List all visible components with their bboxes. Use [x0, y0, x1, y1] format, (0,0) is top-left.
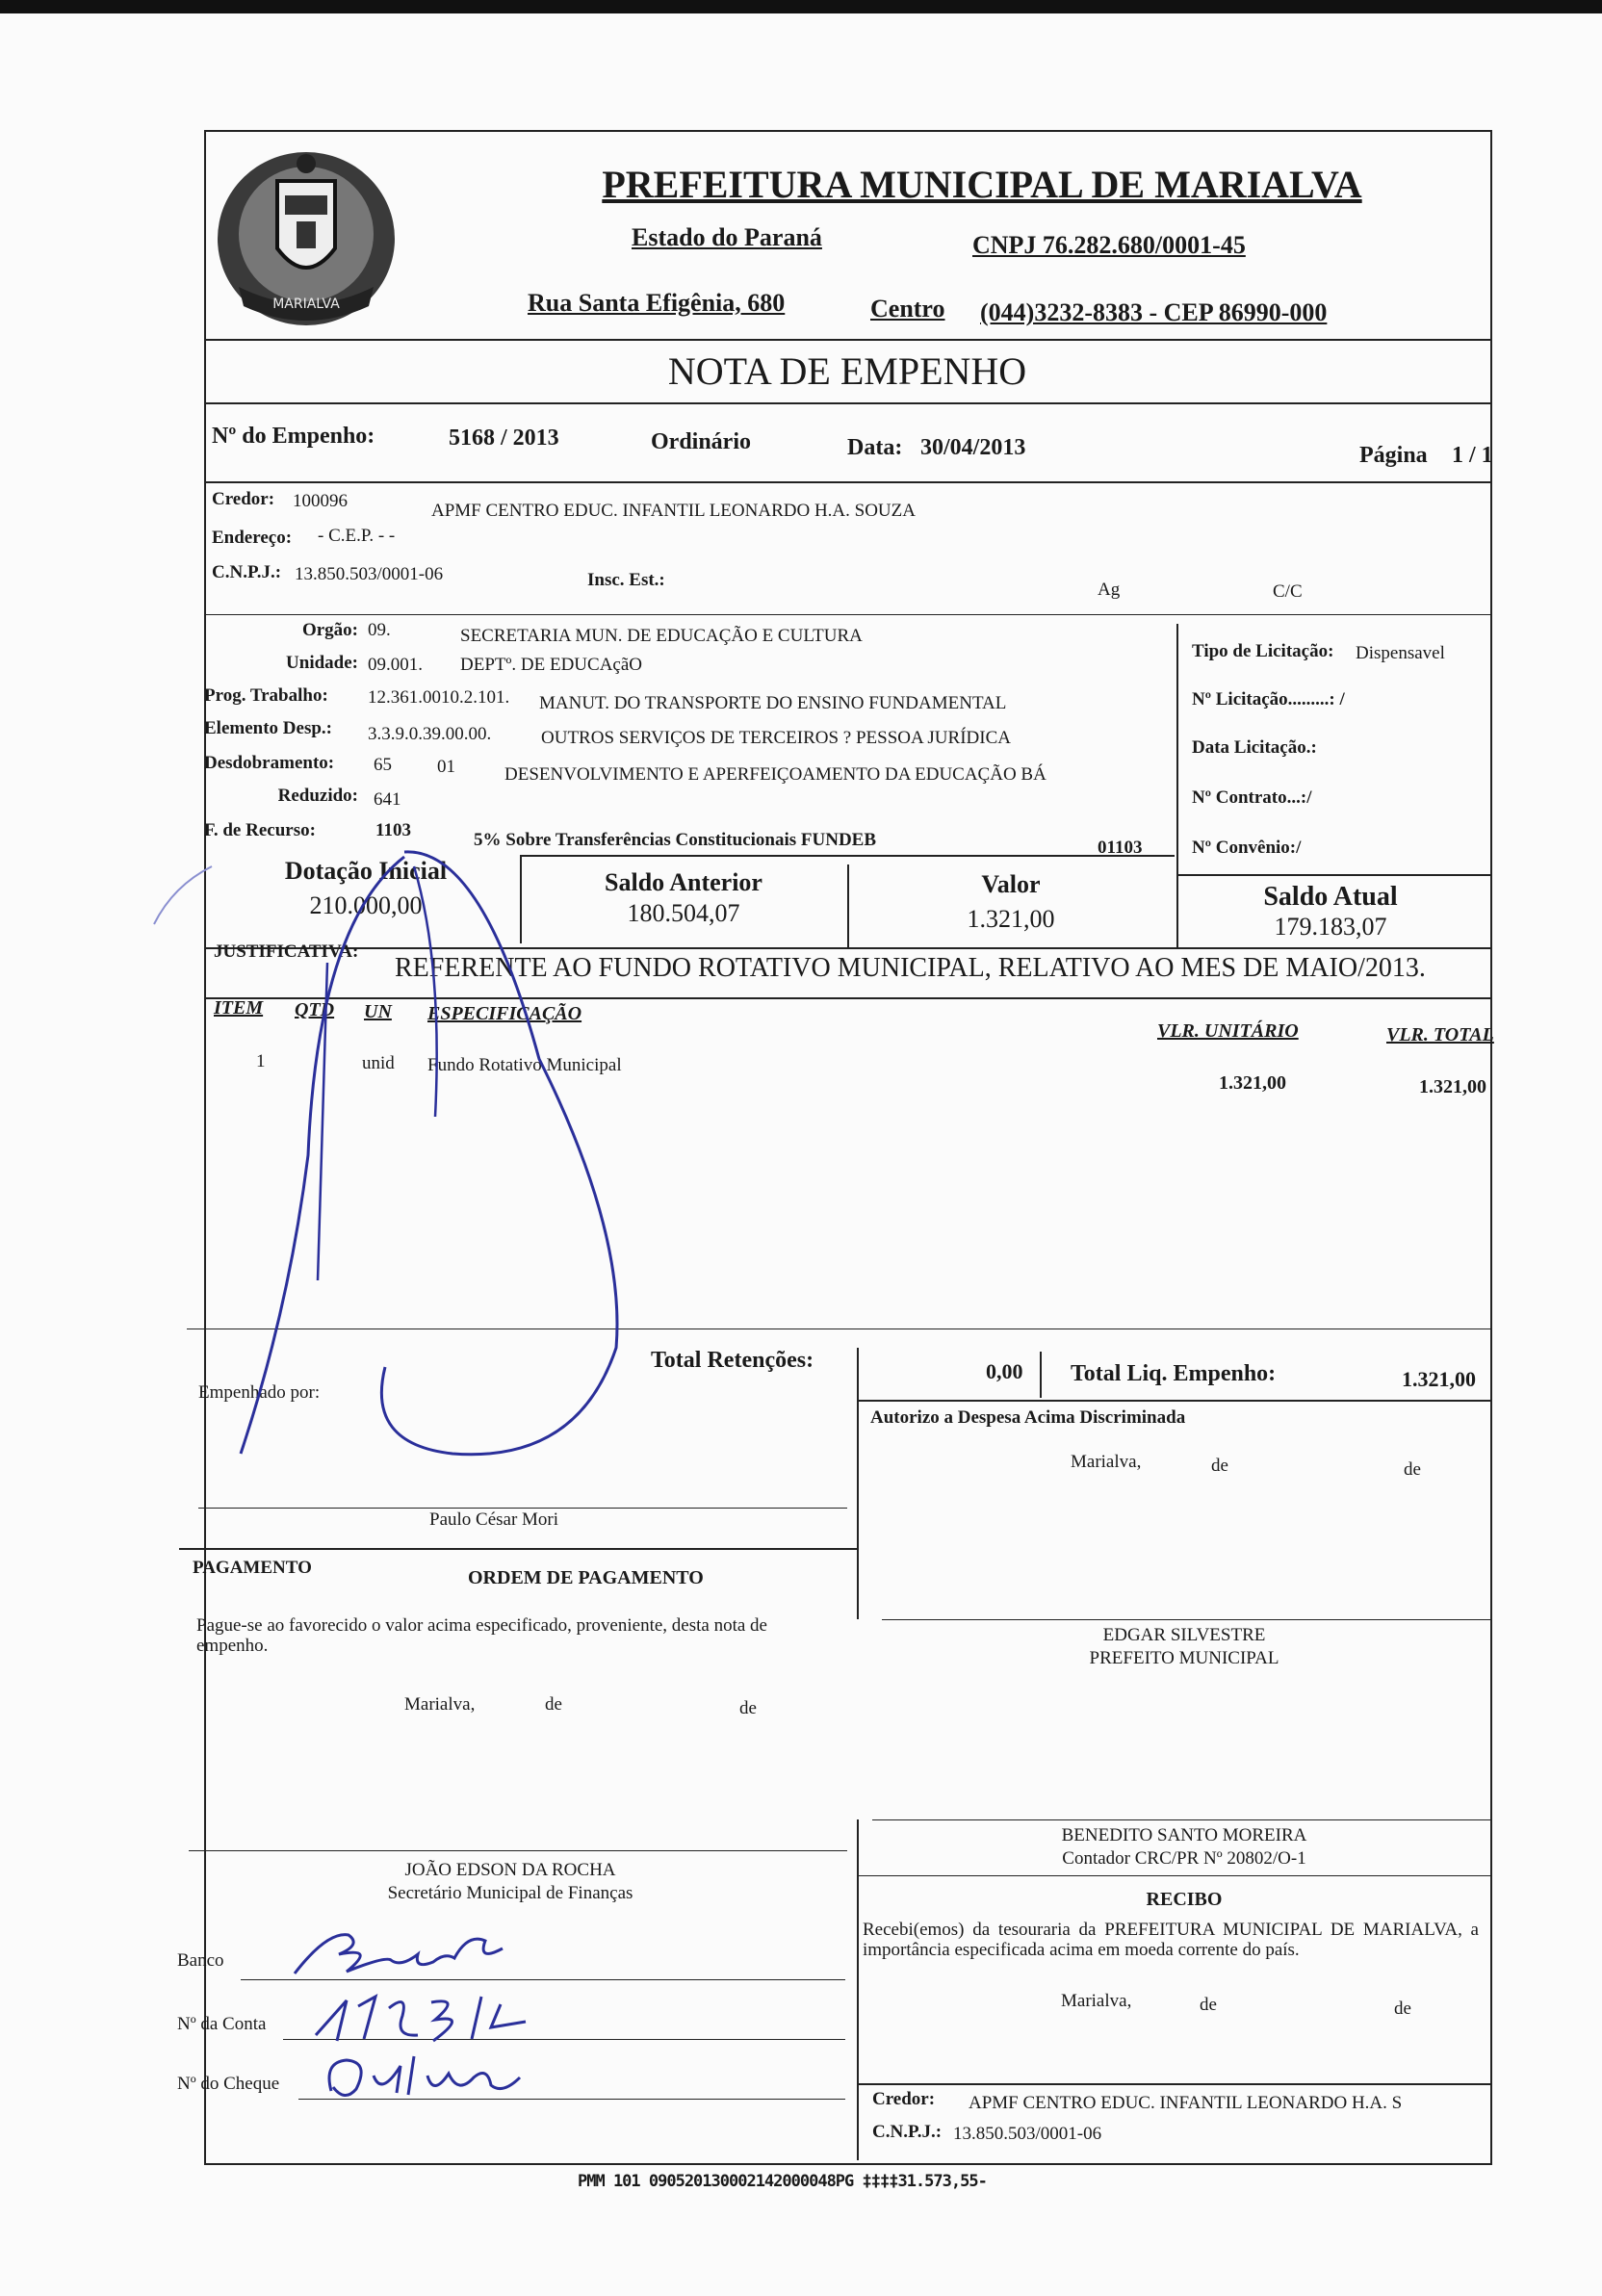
credor-final-label: Credor: [872, 2089, 936, 2109]
date-value: 30/04/2013 [920, 435, 1026, 460]
empenhado-label: Empenhado por: [198, 1382, 321, 1403]
elemento-desc: OUTROS SERVIÇOS DE TERCEIROS ? PESSOA JURÍDICA [541, 728, 1011, 748]
recurso-label: F. de Recurso: [204, 820, 316, 840]
row-unit: 1.321,00 [1219, 1072, 1286, 1094]
city-line-2: Marialva, [404, 1694, 476, 1715]
city-line-3: Marialva, [1061, 1991, 1132, 2011]
valor-value: 1.321,00 [967, 905, 1055, 933]
de-3b: de [1394, 1999, 1411, 2019]
desdob-code2: 01 [437, 757, 455, 777]
recibo-text: Recebi(emos) da tesouraria da PREFEITURA MUNICIPAL DE MARIALVA, a importância especificada acima em moeda corrente do país. [863, 1920, 1479, 1960]
address-label: Endereço: [212, 528, 293, 548]
col-total: VLR. TOTAL [1386, 1024, 1494, 1045]
cc-label: C/C [1273, 581, 1303, 602]
street-address: Rua Santa Efigênia, 680 [528, 289, 786, 317]
credor-name: APMF CENTRO EDUC. INFANTIL LEONARDO H.A. SOUZA [431, 501, 916, 521]
district: Centro [870, 295, 945, 322]
banco-label: Banco [177, 1950, 224, 1971]
col-unit: VLR. UNITÁRIO [1157, 1020, 1299, 1042]
row-un: unid [362, 1053, 395, 1073]
recibo-label: RECIBO [1146, 1889, 1223, 1910]
crest-text: MARIALVA [272, 297, 340, 312]
retencoes-label: Total Retenções: [651, 1348, 814, 1373]
desdob-code1: 65 [374, 755, 392, 775]
page-label: Página [1359, 443, 1428, 468]
prog-code: 12.361.0010.2.101. [368, 687, 510, 708]
footer-code: PMM 101 090520130002142000048PG ‡‡‡‡31.573,55- [578, 2172, 987, 2191]
cheque-label: Nº do Cheque [177, 2074, 280, 2094]
licitacao-data: Data Licitação.: [1192, 737, 1317, 758]
page-value: 1 / 1 [1452, 443, 1493, 468]
elemento-code: 3.3.9.0.39.00.00. [368, 724, 492, 744]
credor-final-name: APMF CENTRO EDUC. INFANTIL LEONARDO H.A. S [969, 2093, 1403, 2113]
prog-desc: MANUT. DO TRANSPORTE DO ENSINO FUNDAMENTAL [539, 693, 1007, 713]
licitacao-tipo-value: Dispensavel [1356, 643, 1445, 663]
desdob-desc: DESENVOLVIMENTO E APERFEIÇOAMENTO DA EDUCAÇÃO BÁ [504, 764, 1046, 785]
secretario-name: JOÃO EDSON DA ROCHA [404, 1860, 616, 1880]
de-2a: de [545, 1694, 562, 1715]
saldo-anterior-value: 180.504,07 [627, 899, 740, 927]
reduzido-value: 641 [374, 789, 401, 810]
prefeito-title: PREFEITO MUNICIPAL [1089, 1648, 1279, 1668]
de-1a: de [1211, 1456, 1228, 1476]
date-label: Data: [847, 435, 903, 460]
recurso-desc: 5% Sobre Transferências Constitucionais FUNDEB [474, 830, 877, 850]
credor-label: Credor: [212, 489, 275, 509]
valor-label: Valor [981, 870, 1041, 898]
ordem-text: Pague-se ao favorecido o valor acima especificado, proveniente, desta nota de empenho. [196, 1615, 767, 1656]
unidade-code: 09.001. [368, 655, 423, 675]
prog-label: Prog. Trabalho: [204, 685, 328, 706]
orgao-desc: SECRETARIA MUN. DE EDUCAÇÃO E CULTURA [460, 626, 863, 646]
desdob-label: Desdobramento: [204, 753, 335, 773]
de-1b: de [1404, 1459, 1421, 1480]
liq-value: 1.321,00 [1402, 1367, 1476, 1391]
cnpj-value: 13.850.503/0001-06 [295, 564, 444, 584]
pagamento-label: PAGAMENTO [193, 1558, 312, 1578]
credor-final-cnpj-value: 13.850.503/0001-06 [953, 2124, 1102, 2144]
licitacao-contrato: Nº Contrato...:/ [1192, 787, 1312, 808]
secretario-title: Secretário Municipal de Finanças [387, 1883, 633, 1903]
unidade-desc: DEPTº. DE EDUCAçãO [460, 655, 642, 675]
phone-cep: (044)3232-8383 - CEP 86990-000 [980, 298, 1328, 326]
ag-label: Ag [1098, 580, 1121, 600]
empenho-type: Ordinário [651, 429, 752, 454]
de-3a: de [1200, 1995, 1217, 2015]
justificativa-text: REFERENTE AO FUNDO ROTATIVO MUNICIPAL, RELATIVO AO MES DE MAIO/2013. [395, 953, 1426, 983]
contador-name: BENEDITO SANTO MOREIRA [1061, 1825, 1307, 1845]
justificativa-label: JUSTIFICATIVA: [214, 942, 359, 962]
doc-title: NOTA DE EMPENHO [667, 349, 1027, 393]
prefeito-name: EDGAR SILVESTRE [1102, 1625, 1266, 1645]
retencoes-value: 0,00 [986, 1359, 1023, 1383]
recurso-code: 1103 [375, 820, 411, 840]
autorizo-text: Autorizo a Despesa Acima Discriminada [870, 1407, 1186, 1428]
dotacao-label: Dotação Inicial [284, 857, 448, 885]
saldo-anterior-label: Saldo Anterior [605, 868, 762, 896]
liq-label: Total Liq. Empenho: [1071, 1361, 1277, 1386]
address-value: - C.E.P. - - [318, 526, 396, 546]
reduzido-label: Reduzido: [277, 786, 358, 806]
cnpj-label: C.N.P.J.: [212, 562, 282, 582]
conta-label: Nº da Conta [177, 2014, 267, 2034]
row-item: 1 [256, 1051, 266, 1071]
de-2b: de [739, 1698, 757, 1718]
empenho-number: 5168 / 2013 [449, 426, 559, 451]
orgao-label: Orgão: [301, 620, 358, 640]
empenhado-name: Paulo César Mori [429, 1509, 559, 1530]
credor-final-cnpj-label: C.N.P.J.: [872, 2122, 943, 2142]
contador-title: Contador CRC/PR Nº 20802/O-1 [1062, 1848, 1306, 1869]
licitacao-num: Nº Licitação.........: / [1192, 689, 1345, 709]
saldo-atual-value: 179.183,07 [1274, 913, 1387, 941]
orgao-code: 09. [368, 620, 391, 640]
unidade-label: Unidade: [286, 653, 358, 673]
cnpj-header: CNPJ 76.282.680/0001-45 [972, 231, 1246, 259]
col-spec: ESPECIFICAÇÃO [427, 1003, 582, 1024]
page-title: PREFEITURA MUNICIPAL DE MARIALVA [602, 163, 1362, 206]
state-name: Estado do Paraná [632, 223, 822, 251]
recurso-num: 01103 [1098, 838, 1143, 858]
elemento-label: Elemento Desp.: [204, 718, 332, 738]
dotacao-value: 210.000,00 [309, 891, 423, 919]
row-spec: Fundo Rotativo Municipal [427, 1055, 622, 1075]
empenho-label: Nº do Empenho: [212, 424, 375, 449]
insc-label: Insc. Est.: [587, 570, 665, 590]
credor-code: 100096 [293, 491, 348, 511]
col-un: UN [364, 1001, 392, 1022]
saldo-atual-label: Saldo Atual [1263, 882, 1398, 912]
col-item: ITEM [214, 997, 264, 1019]
col-qtd: QTD [295, 999, 335, 1020]
ordem-label: ORDEM DE PAGAMENTO [468, 1567, 704, 1588]
licitacao-convenio: Nº Convênio:/ [1192, 838, 1302, 858]
row-total: 1.321,00 [1419, 1076, 1486, 1097]
city-line-1: Marialva, [1071, 1452, 1142, 1472]
licitacao-tipo-label: Tipo de Licitação: [1192, 641, 1334, 661]
